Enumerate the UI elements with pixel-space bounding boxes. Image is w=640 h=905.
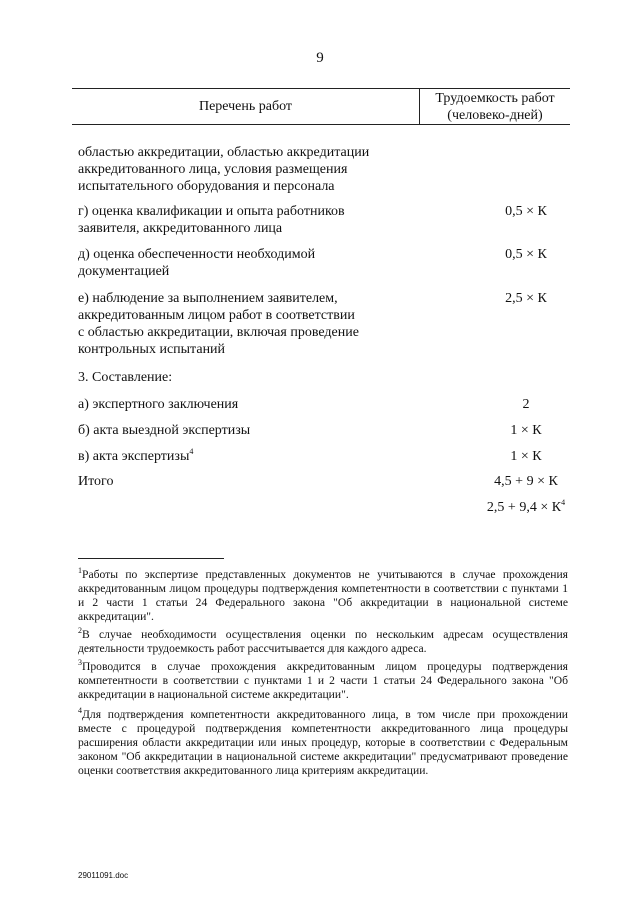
column-header-labor-line1: Трудоемкость работ bbox=[435, 91, 555, 106]
footnote-ref: 4 bbox=[189, 447, 194, 456]
column-header-works: Перечень работ bbox=[198, 99, 293, 114]
row-desc-text: в) акта экспертизы bbox=[78, 449, 190, 464]
footnote bbox=[78, 568, 568, 624]
row-value: 2 bbox=[522, 397, 530, 412]
footnote-mark: 2 bbox=[78, 626, 82, 635]
footnote-ref: 4 bbox=[561, 498, 566, 507]
row-desc-line: д) оценка обеспеченности необходимой bbox=[78, 247, 316, 262]
row-desc-line: заявителя, аккредитованного лица bbox=[78, 221, 283, 236]
row-desc-line: аккредитованным лицом работ в соответствии bbox=[78, 308, 355, 323]
row-value: 4,5 + 9 × К bbox=[494, 474, 558, 489]
footnote-text: Проводится в случае прохождения аккредитованным лицом процедуры подтверждения компетентности в соответствии с пунктами 1 и 2 части 1 статьи 24 Федерального закона "Об аккредитации в национальной системе аккредитации". bbox=[78, 660, 568, 701]
footnote-mark: 1 bbox=[78, 566, 82, 575]
row-description bbox=[78, 290, 408, 358]
row-desc-line: г) оценка квалификации и опыта работников bbox=[78, 204, 345, 219]
row-description bbox=[78, 369, 408, 386]
row-description: а) экспертного заключения bbox=[78, 397, 239, 412]
row-value bbox=[456, 499, 596, 516]
row-description bbox=[78, 246, 408, 280]
row-desc-line: документацией bbox=[78, 264, 170, 279]
footnote bbox=[78, 628, 568, 656]
row-desc-line: областью аккредитации, областью аккредитации bbox=[78, 145, 370, 160]
row-desc-line: 3. Составление: bbox=[78, 370, 173, 385]
column-header-labor bbox=[420, 90, 570, 124]
row-value: 1 × К bbox=[510, 449, 542, 464]
document-id: 29011091.doc bbox=[78, 871, 129, 880]
footnote bbox=[78, 708, 568, 778]
footnote-text: Для подтверждения компетентности аккредитованного лица, в том числе при прохождении вместе с процедурой подтверждения компетентности аккредитованного лица процедуры расширения области аккредитации или иных процедур, которые в соответствии с Федеральным законом "Об аккредитации в национальной системе аккредитации" предусматривают проведение оценки соответствия аккредитованного лица критериям аккредитации. bbox=[78, 708, 568, 777]
table-header-rule bbox=[72, 124, 570, 125]
footnote-mark: 4 bbox=[78, 706, 82, 715]
table-top-rule bbox=[72, 88, 570, 89]
row-description bbox=[78, 203, 408, 237]
footnote-text: В случае необходимости осуществления оценки по нескольким адресам осуществления деятельности трудоемкость работ рассчитывается для каждого адреса. bbox=[78, 628, 568, 655]
page-number: 9 bbox=[316, 50, 324, 66]
row-value: 0,5 × К bbox=[505, 247, 547, 262]
footnote-separator bbox=[78, 558, 224, 559]
row-description bbox=[78, 448, 408, 465]
footnote-text: Работы по экспертизе представленных документов не учитываются в случае прохождения аккредитованным лицом процедуры подтверждения компетентности в соответствии с пунктами 1 и 2 части 1 статьи 24 Федерального закона "Об аккредитации в национальной системе аккредитации". bbox=[78, 568, 568, 623]
row-desc-line: е) наблюдение за выполнением заявителем, bbox=[78, 291, 338, 306]
row-desc-line: аккредитованного лица, условия размещения bbox=[78, 162, 348, 177]
row-value-text: 2,5 + 9,4 × К bbox=[486, 500, 562, 515]
footnote bbox=[78, 660, 568, 702]
footnote-mark: 3 bbox=[78, 658, 82, 667]
row-description: Итого bbox=[78, 474, 114, 489]
row-desc-line: испытательного оборудования и персонала bbox=[78, 179, 335, 194]
column-header-labor-line2: (человеко-дней) bbox=[447, 108, 543, 123]
row-description bbox=[78, 144, 408, 195]
row-description: б) акта выездной экспертизы bbox=[78, 423, 251, 438]
row-value: 2,5 × К bbox=[505, 291, 547, 306]
row-desc-line: с областью аккредитации, включая проведение bbox=[78, 325, 359, 340]
row-value: 0,5 × К bbox=[505, 204, 547, 219]
row-value: 1 × К bbox=[510, 423, 542, 438]
row-desc-line: контрольных испытаний bbox=[78, 342, 226, 357]
